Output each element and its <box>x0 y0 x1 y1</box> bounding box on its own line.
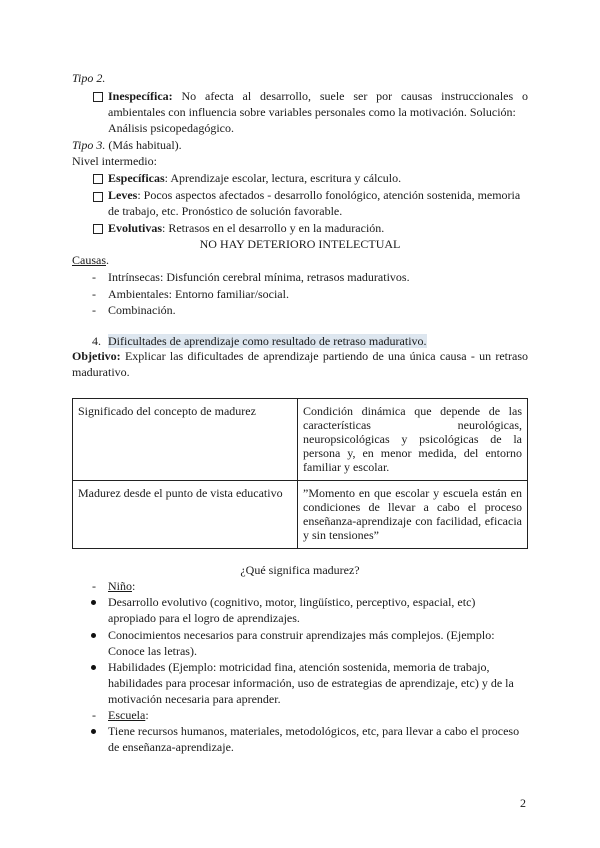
dash-marker: - <box>92 579 96 593</box>
causa-item: Ambientales: Entorno familiar/social. <box>108 287 289 301</box>
bullet-icon <box>91 633 96 638</box>
checkbox-evolutivas[interactable] <box>93 224 103 234</box>
table-row <box>73 399 528 481</box>
checkbox-leves[interactable] <box>93 192 103 202</box>
no-deterioro-heading: NO HAY DETERIORO INTELECTUAL <box>199 237 401 251</box>
table-cell: Significado del concepto de madurez <box>73 399 298 481</box>
checkbox-inespecifica[interactable] <box>93 92 103 102</box>
leves-text1: : Pocos aspectos afectados - desarrollo fonológico, atención sostenida, memoria <box>137 188 521 202</box>
causa-item: Combinación. <box>108 303 176 317</box>
inespecifica-line2: ambientales con influencia sobre variables personales como la motivación. Solución: <box>108 105 516 119</box>
nivel-intermedio: Nivel intermedio: <box>72 154 157 168</box>
bullet-icon <box>91 600 96 605</box>
tipo2-label: Tipo 2. <box>72 71 106 85</box>
nino-bullet-line: motivación necesaria para aprender. <box>108 692 281 706</box>
section4-title-wrap <box>108 334 427 349</box>
checkbox-especificas[interactable] <box>93 174 103 184</box>
escuela-title-suffix: : <box>145 708 149 722</box>
tipo3-suffix: (Más habitual). <box>108 138 182 152</box>
table-row <box>73 481 528 549</box>
inespecifica-line3: Análisis psicopedagógico. <box>108 121 234 135</box>
table-cell: Madurez desde el punto de vista educativo <box>73 481 298 549</box>
evolutivas-term: Evolutivas <box>108 221 163 235</box>
dash-marker: - <box>92 303 96 317</box>
escuela-bullet-line: de enseñanza-aprendizaje. <box>108 740 234 754</box>
nino-bullet-line: Conocimientos necesarios para construir aprendizajes más complejos. (Ejemplo: <box>108 628 495 642</box>
nino-heading <box>108 579 135 594</box>
objetivo-line1 <box>72 349 528 364</box>
causas-title: Causas <box>72 253 106 267</box>
escuela-heading <box>108 708 149 723</box>
evolutivas-line <box>108 221 384 236</box>
causa-item: Intrínsecas: Disfunción cerebral mínima, retrasos madurativos. <box>108 270 410 284</box>
question-heading: ¿Qué significa madurez? <box>240 563 360 577</box>
causas-heading <box>72 253 109 268</box>
objetivo-text1: Explicar las dificultades de aprendizaje partiendo de una única causa - un retraso <box>124 349 529 363</box>
nino-bullet-line: habilidades para procesar información, uso de estrategias de aprendizaje, etc) y de la <box>108 676 514 690</box>
dash-marker: - <box>92 708 96 722</box>
leves-line2: de trabajo, etc. Pronóstico de solución favorable. <box>108 204 343 218</box>
table-cell: Condición dinámica que depende de las características neurológicas, neuropsicológicas y psicológicas de la persona y, en menor medida, del entorno familiar y escolar. <box>298 399 528 481</box>
especificas-term: Específicas <box>108 171 165 185</box>
bullet-icon <box>91 665 96 670</box>
evolutivas-text: : Retrasos en el desarrollo y en la maduración. <box>162 221 385 235</box>
tipo3-line <box>72 138 182 153</box>
section4-title: Dificultades de aprendizaje como resultado de retraso madurativo. <box>108 334 427 348</box>
page-number: 2 <box>520 796 526 810</box>
nino-bullet-line: apropiado para el logro de aprendizajes. <box>108 611 300 625</box>
especificas-line <box>108 171 401 186</box>
objetivo-label: Objetivo: <box>72 349 121 363</box>
nino-title: Niño <box>108 579 132 593</box>
nino-bullet-line: Habilidades (Ejemplo: motricidad fina, atención sostenida, memoria de trabajo, <box>108 660 490 674</box>
table-cell: ”Momento en que escolar y escuela están en condiciones de llevar a cabo el proceso enseñanza-aprendizaje con facilidad, eficacia y sin tensiones” <box>298 481 528 549</box>
escuela-bullet-line: Tiene recursos humanos, materiales, metodológicos, etc, para llevar a cabo el proceso <box>108 724 520 738</box>
section4-number: 4. <box>92 334 101 348</box>
escuela-title: Escuela <box>108 708 146 722</box>
leves-term: Leves <box>108 188 138 202</box>
nino-bullet-line: Conoce las letras). <box>108 644 197 658</box>
dash-marker: - <box>92 287 96 301</box>
objetivo-line2: madurativo. <box>72 365 130 379</box>
nino-bullet-line: Desarrollo evolutivo (cognitivo, motor, lingüístico, perceptivo, espacial, etc) <box>108 595 476 609</box>
nino-title-suffix: : <box>132 579 136 593</box>
madurez-table <box>72 398 528 549</box>
inespecifica-term: Inespecífica: <box>108 89 173 103</box>
inespecifica-line1 <box>108 89 528 104</box>
especificas-text: : Aprendizaje escolar, lectura, escritura y cálculo. <box>164 171 402 185</box>
leves-line1 <box>108 188 520 203</box>
causas-title-suffix: . <box>106 253 109 267</box>
bullet-icon <box>91 729 96 734</box>
dash-marker: - <box>92 270 96 284</box>
inespecifica-text1: No afecta al desarrollo, suele ser por causas instruccionales o <box>181 89 529 103</box>
tipo3-label: Tipo 3. <box>72 138 106 152</box>
